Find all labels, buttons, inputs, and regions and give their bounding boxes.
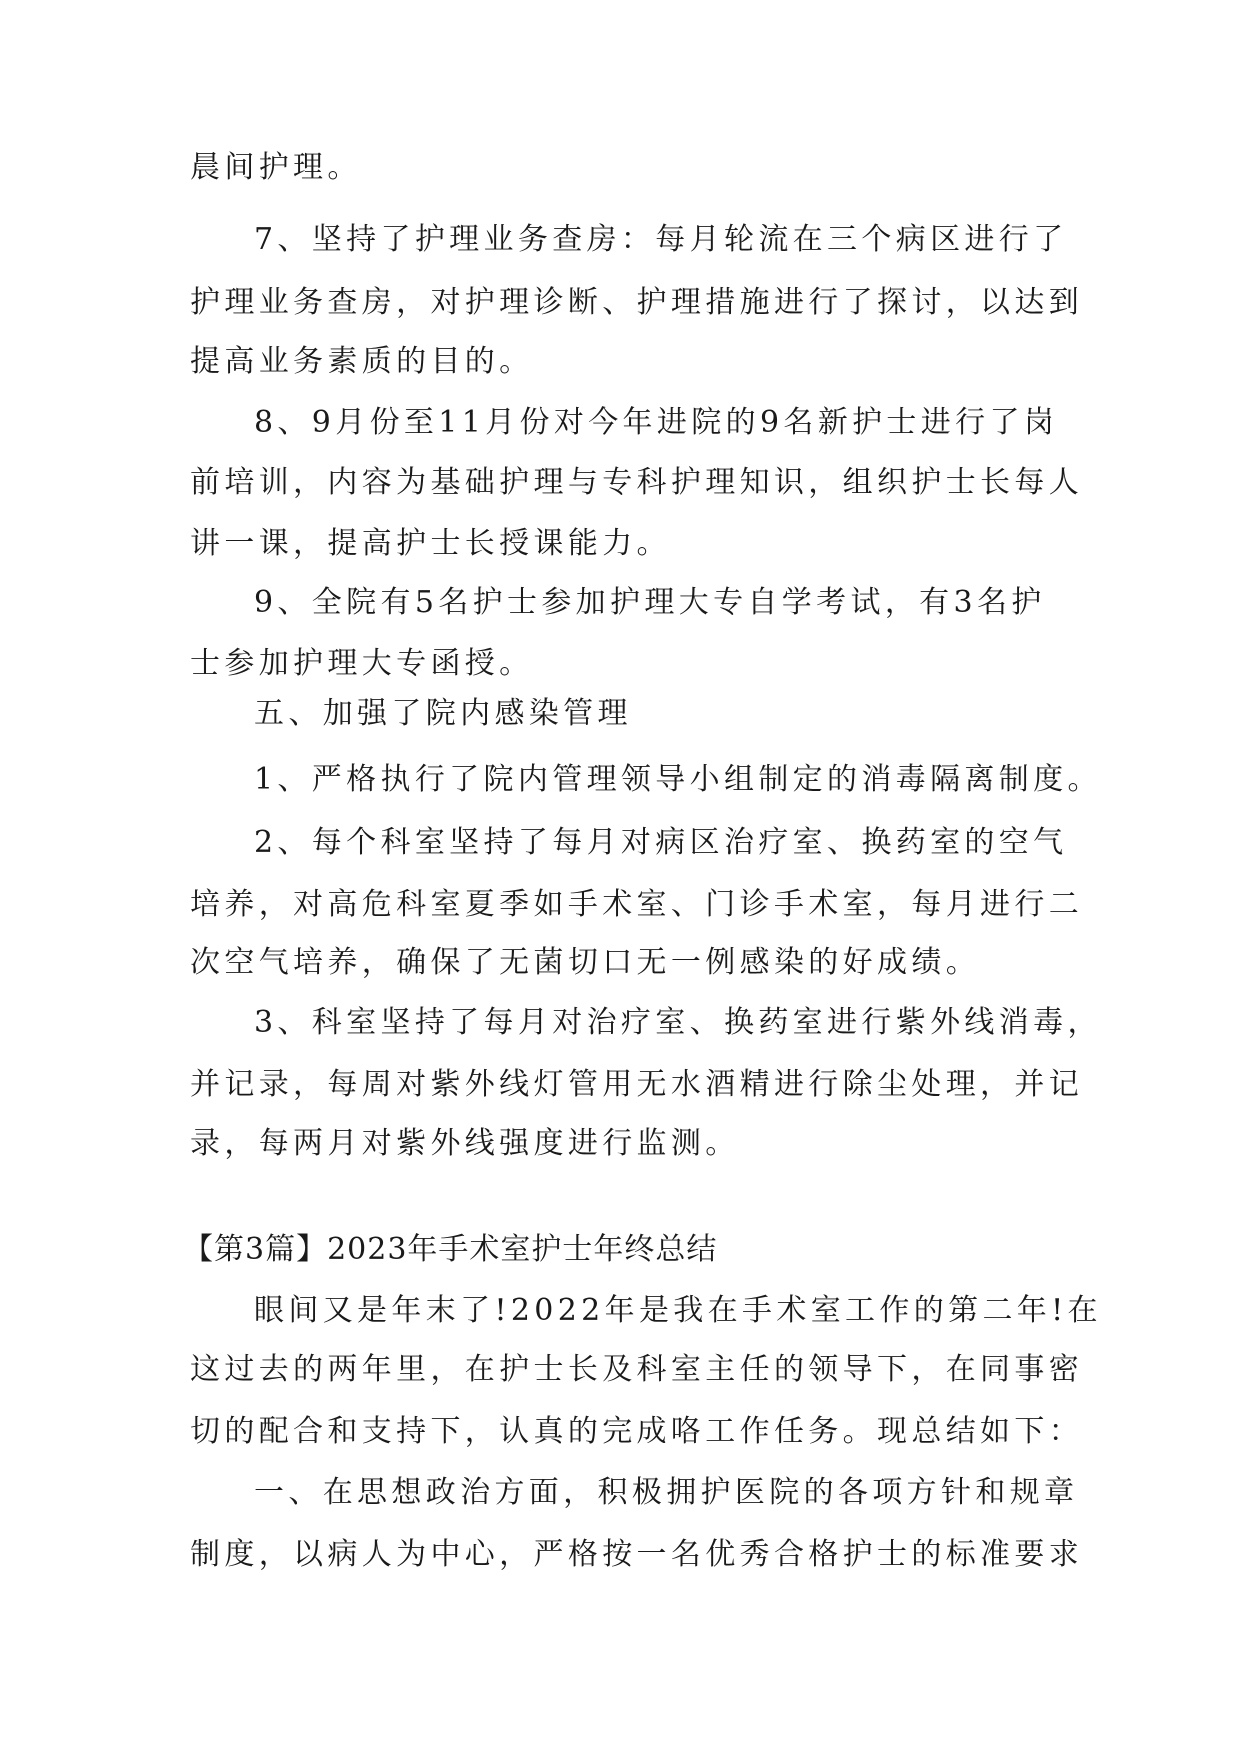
text-line: 1、严格执行了院内管理领导小组制定的消毒隔离制度。 bbox=[254, 762, 1102, 797]
text-line: 切的配合和支持下，认真的完成咯工作任务。现总结如下： bbox=[190, 1414, 1084, 1449]
text-line: 2、每个科室坚持了每月对病区治疗室、换药室的空气 bbox=[254, 825, 1068, 860]
text-line: 一、在思想政治方面，积极拥护医院的各项方针和规章 bbox=[254, 1475, 1079, 1510]
article-heading: 【第3篇】2023年手术室护士年终总结 bbox=[183, 1232, 718, 1267]
section-heading: 五、加强了院内感染管理 bbox=[254, 696, 632, 731]
text-line: 8、9月份至11月份对今年进院的9名新护士进行了岗 bbox=[254, 405, 1059, 440]
text-line: 7、坚持了护理业务查房：每月轮流在三个病区进行了 bbox=[254, 222, 1068, 257]
text-line: 讲一课，提高护士长授课能力。 bbox=[190, 526, 671, 561]
text-line: 提高业务素质的目的。 bbox=[190, 344, 534, 379]
text-line: 护理业务查房，对护理诊断、护理措施进行了探讨，以达到 bbox=[190, 285, 1084, 320]
text-line: 晨间护理。 bbox=[190, 150, 362, 185]
text-line: 制度，以病人为中心，严格按一名优秀合格护士的标准要求 bbox=[190, 1537, 1084, 1572]
text-line: 录，每两月对紫外线强度进行监测。 bbox=[190, 1126, 740, 1161]
text-line: 3、科室坚持了每月对治疗室、换药室进行紫外线消毒， bbox=[254, 1005, 1102, 1040]
text-line: 这过去的两年里，在护士长及科室主任的领导下，在同事密 bbox=[190, 1352, 1084, 1387]
text-line: 眼间又是年末了!2022年是我在手术室工作的第二年!在 bbox=[254, 1293, 1102, 1328]
text-line: 并记录，每周对紫外线灯管用无水酒精进行除尘处理，并记 bbox=[190, 1067, 1084, 1102]
text-line: 士参加护理大专函授。 bbox=[190, 646, 534, 681]
text-line: 次空气培养，确保了无菌切口无一例感染的好成绩。 bbox=[190, 945, 981, 980]
text-line: 培养，对高危科室夏季如手术室、门诊手术室，每月进行二 bbox=[190, 887, 1084, 922]
text-line: 前培训，内容为基础护理与专科护理知识，组织护士长每人 bbox=[190, 465, 1084, 500]
text-line: 9、全院有5名护士参加护理大专自学考试，有3名护 bbox=[254, 585, 1046, 620]
